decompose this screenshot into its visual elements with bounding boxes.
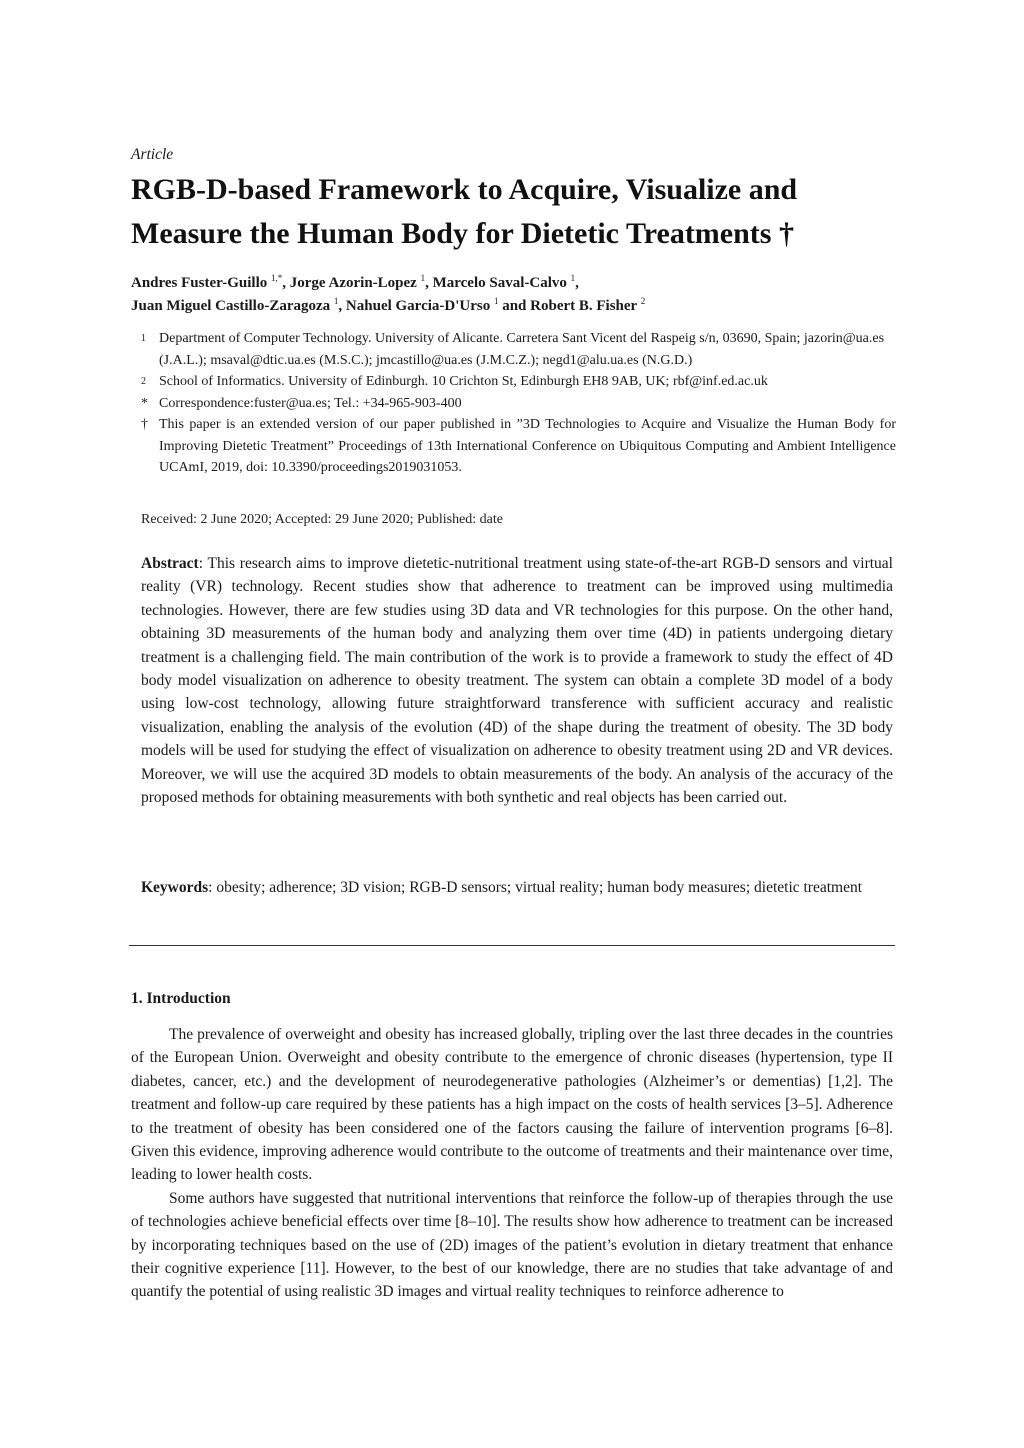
paragraph: Some authors have suggested that nutritional interventions that reinforce the follow-up of therapies through the use of technologies achieve beneficial effects over time [8–10]. The results show how adherence to treatment can be increased by incorporating techniques based on the use of (2D) images of the patient’s evolution in dietary treatment that enhance their cognitive experience [11]. However, to the best of our knowledge, there are no studies that take advantage of and quantify the potential of using realistic 3D images and virtual reality techniques to reinforce adherence to — [131, 1189, 893, 1301]
abstract-text: : This research aims to improve dietetic-nutritional treatment using state-of-the-art RGB-D sensors and virtual reality (VR) technology. Recent studies show that adherence to treatment can be improved using multimedia technologies. However, there are few studies using 3D data and VR technologies for this purpose. On the other hand, obtaining 3D measurements of the human body and analyzing them over time (4D) in patients undergoing dietary treatment is a challenging field. The main contribution of the work is to provide a framework to study the effect of 4D body model visualization on adherence to obesity treatment. The system can obtain a complete 3D model of a body using low-cost technology, allowing future straightforward transference with sufficient accuracy and realistic visualization, enabling the analysis of the evolution (4D) of the shape during the treatment of obesity. The 3D body models will be used for studying the effect of visualization on adherence to obesity treatment using 2D and VR devices. Moreover, we will use the acquired 3D models to obtain measurements of the body. An analysis of the accuracy of the proposed methods for obtaining measurements with both synthetic and real objects has been carried out. — [141, 555, 893, 807]
introduction-body — [131, 1023, 893, 1304]
author-affil-sup: 1 — [333, 296, 339, 306]
author-affil-sup: 1 — [570, 273, 576, 283]
author-name: , Marcelo Saval-Calvo — [425, 275, 567, 291]
author-affil-sup: 1 — [420, 273, 426, 283]
correspondence-text: Correspondence:fuster@ua.es; Tel.: +34-965-903-400 — [159, 395, 462, 411]
correspondence-mark: * — [141, 395, 148, 411]
author-affil-sup: 1,* — [271, 273, 283, 283]
extended-version-note — [131, 414, 896, 479]
author-name: and Robert B. Fisher — [498, 298, 637, 314]
author-line-1 — [131, 272, 911, 295]
author-name: , Nahuel Garcia-D'Urso — [338, 298, 491, 314]
article-type-label: Article — [131, 146, 174, 163]
affiliation-1 — [131, 328, 896, 371]
affiliations-block — [131, 328, 896, 479]
author-name: Juan Miguel Castillo-Zaragoza — [131, 298, 331, 314]
author-name: , Jorge Azorin-Lopez — [282, 275, 417, 291]
paragraph: The prevalence of overweight and obesity has increased globally, tripling over the last three decades in the countries of the European Union. Overweight and obesity contribute to the emergence of chronic diseases (hypertension, type II diabetes, cancer, etc.) and the development of neurodegenerative pathologies (Alzheimer’s or dementias) [1,2]. The treatment and follow-up care required by these patients has a high impact on the costs of health services [3–5]. Adherence to the treatment of obesity has been considered one of the factors causing the failure of intervention programs [6–8]. Given this evidence, improving adherence would contribute to the outcome of treatments and their maintenance over time, leading to lower health costs. — [131, 1026, 893, 1184]
affiliation-mark: 2 — [141, 376, 146, 387]
author-separator: , — [575, 275, 579, 291]
abstract-label: Abstract — [141, 555, 199, 572]
paper-title-line-2: Measure the Human Body for Dietetic Treatments † — [131, 217, 794, 250]
section-heading-introduction: 1. Introduction — [131, 990, 231, 1007]
keywords-label: Keywords — [141, 879, 209, 896]
affiliation-text: Department of Computer Technology. University of Alicante. Carretera Sant Vicent del Raspeig s/n, 03690, Spain; jazorin@ua.es (J.A.L.); msaval@dtic.ua.es (M.S.C.); jmcastillo@ua.es (J.M.C.Z.); negd1@alu.ua.es (N.G.D.) — [159, 331, 885, 368]
section-divider — [129, 945, 895, 946]
keywords-section — [141, 876, 893, 899]
keywords-text: : obesity; adherence; 3D vision; RGB-D sensors; virtual reality; human body measures; dietetic treatment — [208, 879, 863, 896]
affiliation-2 — [131, 371, 896, 393]
author-affil-sup: 1 — [493, 296, 499, 306]
paper-title-line-1: RGB-D-based Framework to Acquire, Visualize and — [131, 173, 798, 206]
dagger-mark: † — [141, 417, 148, 432]
author-name: Andres Fuster-Guillo — [131, 275, 268, 291]
abstract-section — [141, 552, 893, 809]
affiliation-mark: 1 — [141, 333, 146, 344]
correspondence — [131, 393, 896, 415]
author-line-2 — [131, 295, 911, 318]
author-list — [131, 272, 911, 318]
affiliation-text: School of Informatics. University of Edinburgh. 10 Crichton St, Edinburgh EH8 9AB, UK; rbf@inf.ed.ac.uk — [159, 374, 768, 389]
author-affil-sup: 2 — [640, 296, 646, 306]
extended-version-text: This paper is an extended version of our paper published in ”3D Technologies to Acquire and Visualize the Human Body for Improving Dietetic Treatment” Proceedings of 13th International Conference on Ubiquitous Computing and Ambient Intelligence UCAmI, 2019, doi: 10.3390/proceedings2019031053. — [159, 417, 896, 475]
publication-dates: Received: 2 June 2020; Accepted: 29 June 2020; Published: date — [141, 512, 503, 527]
paper-title — [131, 168, 911, 256]
